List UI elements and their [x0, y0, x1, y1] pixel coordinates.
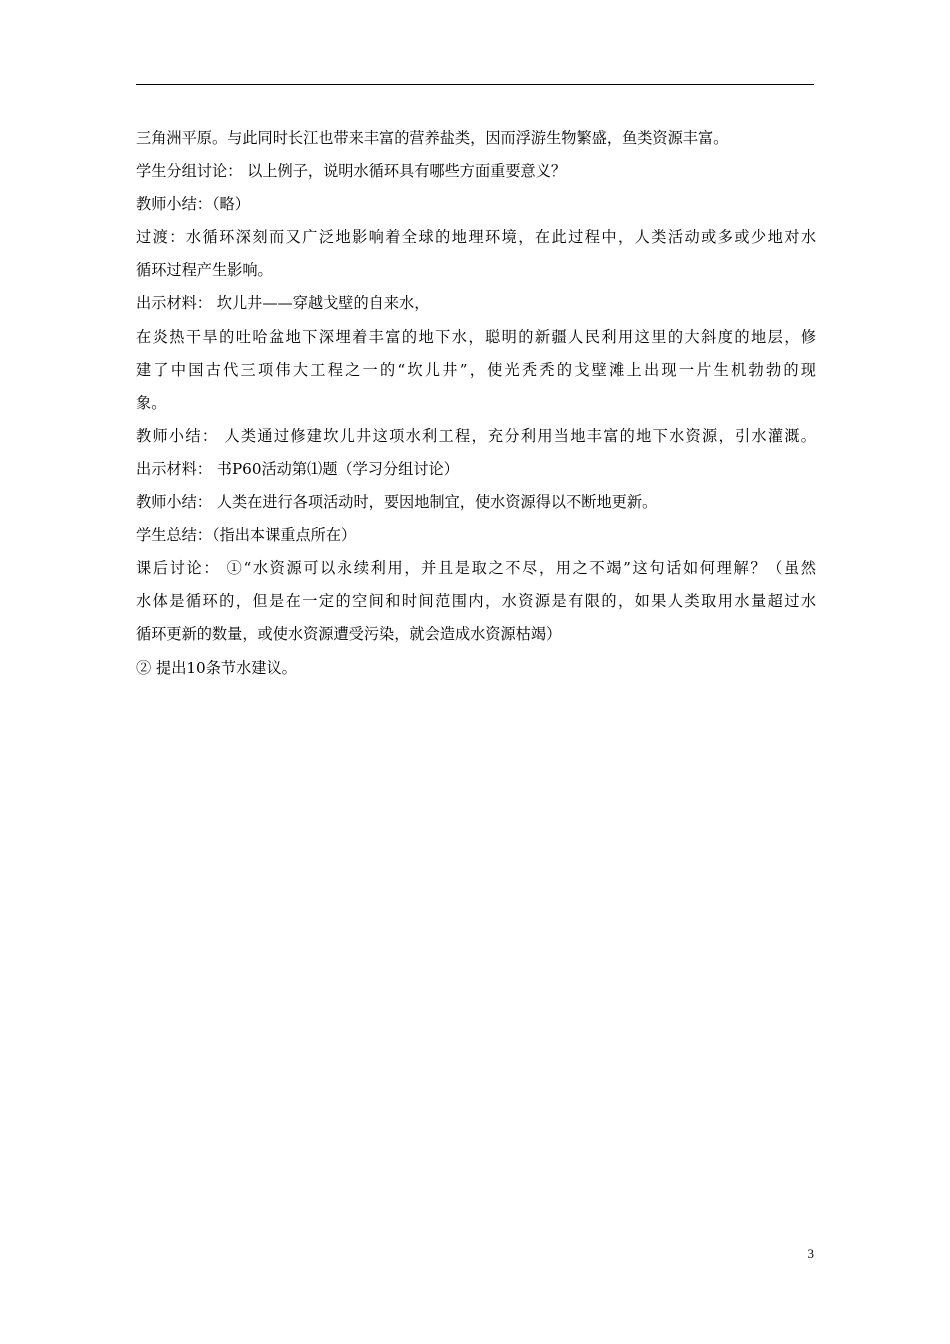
page-number: 3: [807, 1246, 814, 1261]
header-rule: [136, 84, 814, 85]
paragraph-line: 建了中国古代三项伟大工程之一的“坎儿井”，使光秃秃的戈壁滩上出现一片生机勃勃的现: [136, 360, 816, 379]
paragraph-line: 教师小结： 人类在进行各项活动时，要因地制宜，使水资源得以不断地更新。: [136, 493, 658, 512]
paragraph-line: 过渡：水循环深刻而又广泛地影响着全球的地理环境，在此过程中，人类活动或多或少地对水: [136, 228, 816, 247]
body-text: [136, 122, 816, 685]
paragraph-line: 学生分组讨论： 以上例子，说明水循环具有哪些方面重要意义？: [136, 162, 567, 181]
paragraph-line: ② 提出10条节水建议。: [136, 658, 297, 677]
paragraph-line: 水体是循环的，但是在一定的空间和时间范围内，水资源是有限的，如果人类取用水量超过水: [136, 592, 816, 611]
paragraph-line: 教师小结： 人类通过修建坎儿井这项水利工程，充分利用当地丰富的地下水资源，引水灌溉。: [136, 426, 816, 445]
paragraph-line: 出示材料： 书P60活动第⑴题（学习分组讨论）: [136, 459, 459, 478]
paragraph-line: 三角洲平原。与此同时长江也带来丰富的营养盐类，因而浮游生物繁盛，鱼类资源丰富。: [136, 129, 729, 147]
paragraph-line: 课后讨论： ①“水资源可以永续利用，并且是取之不尽，用之不竭”这句话如何理解？（虽然: [136, 559, 816, 578]
paragraph-line: 教师小结：（略）: [136, 195, 250, 214]
paragraph-line: 循环过程产生影响。: [136, 261, 273, 280]
paragraph-line: 学生总结：（指出本课重点所在）: [136, 526, 357, 545]
paragraph-line: 象。: [136, 393, 167, 412]
paragraph-line: 循环更新的数量，或使水资源遭受污染，就会造成水资源枯竭）: [136, 625, 562, 644]
paragraph-line: 出示材料： 坎儿井——穿越戈壁的自来水，: [136, 294, 430, 313]
paragraph-line: 在炎热干旱的吐哈盆地下深埋着丰富的地下水，聪明的新疆人民利用这里的大斜度的地层，修: [136, 327, 816, 346]
